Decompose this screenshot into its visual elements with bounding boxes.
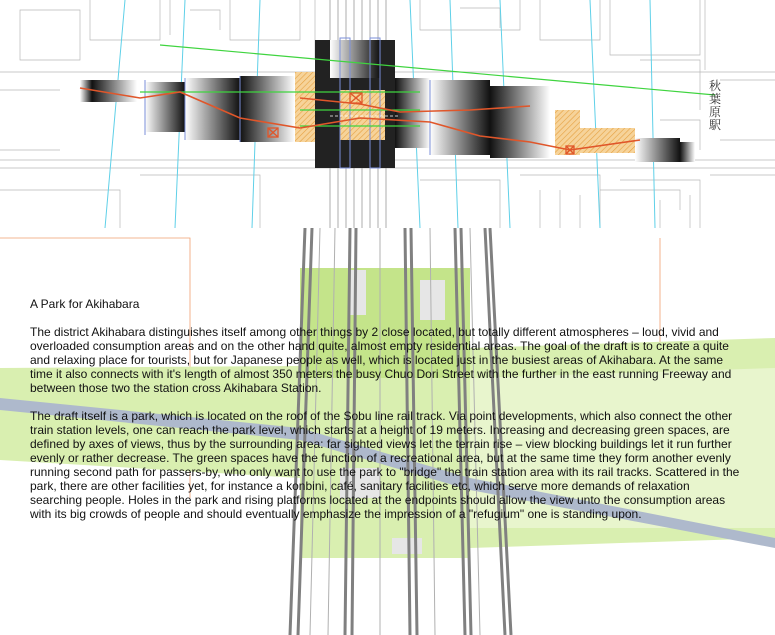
site-plan-drawing	[0, 0, 775, 228]
article-title: A Park for Akihabara	[30, 297, 140, 311]
article-paragraph-1: The district Akihabara distinguishes itself among other things by 2 close located, but totally different atmospheres – loud, vivid and overloaded consumption areas and on the other hand quite, almost empty residential areas. The goal of the draft is to create a quite and relaxing place for tourists, but for Japanese people as well, which is located just in the busiest areas of Akihabara. At the same time it also connects with it's length of almost 350 meters the busy Chuo Dori Street with the further in the east running Freeway and between those two the station cross Akihabara Station.	[30, 325, 732, 395]
station-label: 秋葉原駅	[708, 79, 721, 132]
article-paragraph-2: The draft itself is a park, which is located on the roof of the Sobu line rail track. Via point developments, which also connect the other train station levels, one can reach the park level, which starts at a height of 19 meters. Increasing and decreasing green spaces, are defined by axes of views, thus by the surrounding area: far sighted views let the terrain rise – view blocking buildings let it run further evenly or rather decrease. The green spaces have the function of a recreational area, but at the same time they form another evenly running second path for passers-by, who only want to use the park to "bridge" the train station area with its rail tracks. Scattered in the park, there are other facilities yet, for instance a konbini, café, sanitary facilities etc, which serve more demands of relaxation searching people. Holes in the park and rising platforms located at the endpoints should allow the view unto the consumption areas with its big crowds of people and should eventually emphasize the impression of a "refugium" one is standing upon.	[30, 409, 740, 521]
article	[30, 297, 742, 535]
